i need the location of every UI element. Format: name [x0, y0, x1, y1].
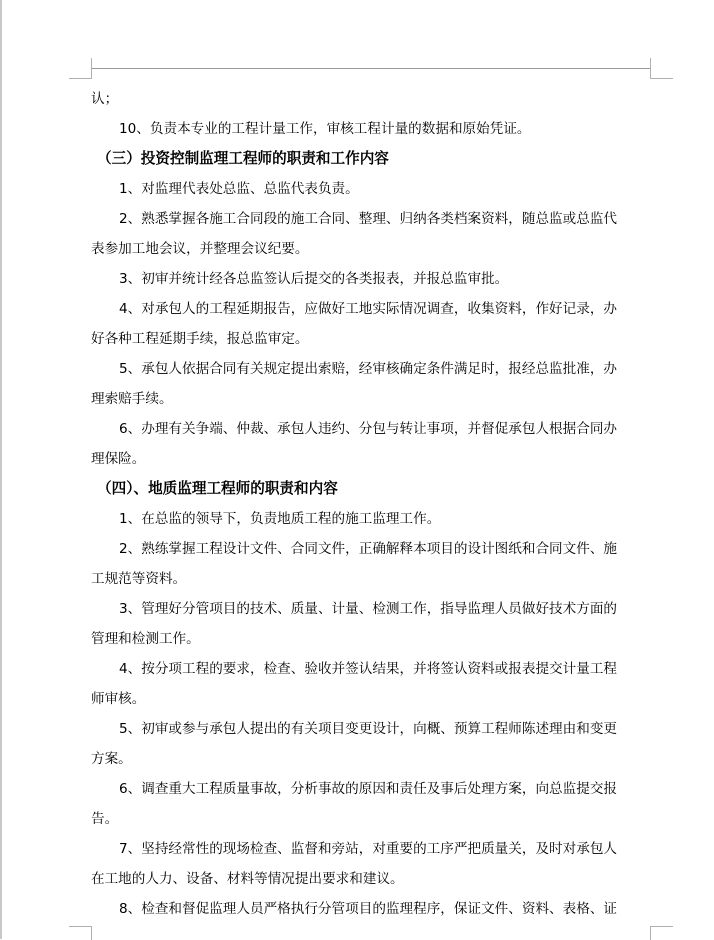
text-line: 3、初审并统计经各总监签认后提交的各类报表，并报总监审批。 [119, 271, 509, 287]
margin-mark-bottom-right [650, 926, 673, 940]
text-line: 理保险。 [91, 451, 146, 467]
text-line: 5、承包人依据合同有关规定提出索赔，经审核确定条件满足时，报经总监批准，办 [119, 361, 618, 377]
text-line: 1、对监理代表处总监、总监代表负责。 [119, 181, 359, 197]
text-line: 2、熟悉掌握各施工合同段的施工合同、整理、归纳各类档案资料，随总监或总监代 [119, 211, 618, 227]
text-line: 4、对承包人的工程延期报告，应做好工地实际情况调查，收集资料，作好记录，办 [119, 301, 618, 317]
margin-mark-bottom-left [69, 926, 92, 940]
header-rule [91, 68, 650, 69]
text-line: 好各种工程延期手续，报总监审定。 [91, 331, 309, 347]
text-line: 告。 [91, 811, 119, 827]
text-line: 师审核。 [91, 691, 146, 707]
margin-mark-top-right [650, 58, 673, 79]
text-line: 4、按分项工程的要求，检查、验收并签认结果，并将签认资料或报表提交计量工程 [119, 661, 618, 677]
text-line: 8、检查和督促监理人员严格执行分管项目的监理程序，保证文件、资料、表格、证 [119, 901, 618, 917]
text-line: 7、坚持经常性的现场检查、监督和旁站，对重要的工序严把质量关，及时对承包人 [119, 841, 618, 857]
text-line: 表参加工地会议，并整理会议纪要。 [91, 241, 309, 257]
text-line: 在工地的人力、设备、材料等情况提出要求和建议。 [91, 871, 404, 887]
text-line: 管理和检测工作。 [91, 631, 200, 647]
text-line: 理索赔手续。 [91, 391, 173, 407]
text-line: 1、在总监的领导下，负责地质工程的施工监理工作。 [119, 511, 441, 527]
text-line: 6、办理有关争端、仲裁、承包人违约、分包与转让事项，并督促承包人根据合同办 [119, 421, 618, 437]
margin-mark-top-left [69, 58, 92, 79]
text-line: 10、负责本专业的工程计量工作，审核工程计量的数据和原始凭证。 [119, 121, 531, 137]
section-heading: （四）、地质监理工程师的职责和内容 [97, 480, 338, 497]
text-line: 认； [91, 91, 119, 107]
text-line: 2、熟练掌握工程设计文件、合同文件，正确解释本项目的设计图纸和合同文件、施 [119, 541, 618, 557]
text-line: 方案。 [91, 751, 132, 767]
section-heading: （三）投资控制监理工程师的职责和工作内容 [97, 150, 389, 167]
text-line: 工规范等资料。 [91, 571, 187, 587]
text-line: 6、调查重大工程质量事故，分析事故的原因和责任及事后处理方案，向总监提交报 [119, 781, 618, 797]
text-line: 5、初审或参与承包人提出的有关项目变更设计，向概、预算工程师陈述理由和变更 [119, 721, 618, 737]
page-edge-shadow [0, 0, 2, 939]
document-body [91, 84, 651, 924]
text-line: 3、管理好分管项目的技术、质量、计量、检测工作，指导监理人员做好技术方面的 [119, 601, 618, 617]
